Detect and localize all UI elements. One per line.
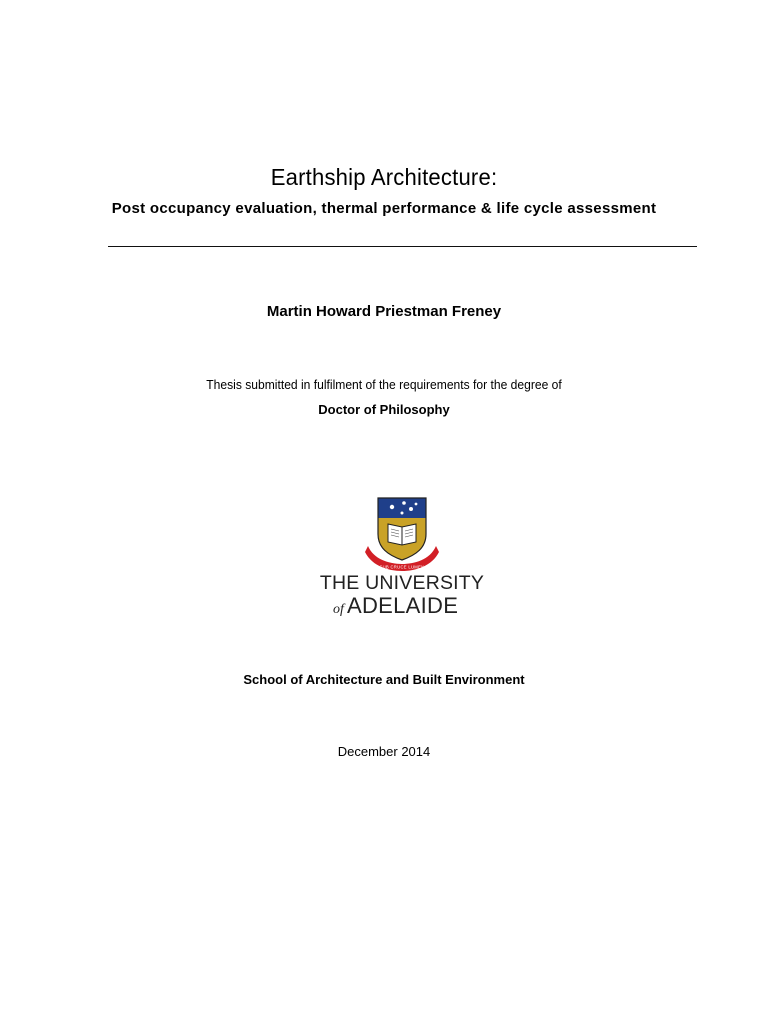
university-logo bbox=[312, 494, 492, 620]
university-crest-icon bbox=[378, 498, 426, 560]
thesis-title: Earthship Architecture: bbox=[270, 164, 498, 190]
wordmark-line2: ADELAIDE bbox=[347, 593, 459, 618]
title-divider bbox=[108, 246, 697, 247]
thesis-statement: Thesis submitted in fulfilment of the requirements for the degree of bbox=[206, 377, 562, 392]
motto-text: SUB CRUCE LUMEN bbox=[379, 564, 425, 570]
degree-name: Doctor of Philosophy bbox=[318, 402, 450, 417]
school-name: School of Architecture and Built Environment bbox=[243, 672, 525, 687]
wordmark-of: of bbox=[333, 602, 344, 617]
wordmark-line1: THE UNIVERSITY bbox=[319, 572, 485, 594]
thesis-subtitle: Post occupancy evaluation, thermal performance & life cycle assessment bbox=[111, 200, 657, 217]
submission-date: December 2014 bbox=[337, 744, 431, 759]
author-name: Martin Howard Priestman Freney bbox=[266, 303, 502, 320]
